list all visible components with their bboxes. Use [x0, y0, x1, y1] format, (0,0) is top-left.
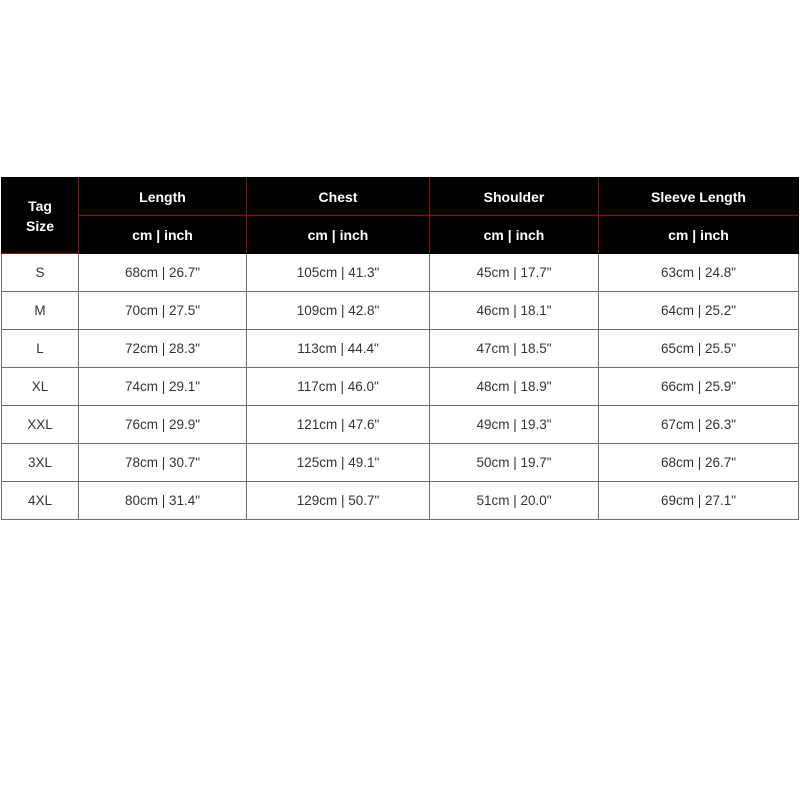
cell-shoulder: 50cm | 19.7" [430, 444, 599, 482]
cell-sleeve: 67cm | 26.3" [599, 406, 799, 444]
cell-size: XXL [2, 406, 79, 444]
cell-size: L [2, 330, 79, 368]
header-shoulder: Shoulder [430, 178, 599, 216]
cell-sleeve: 64cm | 25.2" [599, 292, 799, 330]
size-chart-table [1, 177, 799, 520]
unit-label-chest: cm | inch [247, 216, 430, 254]
cell-length: 76cm | 29.9" [79, 406, 247, 444]
cell-shoulder: 51cm | 20.0" [430, 482, 599, 520]
cell-size: M [2, 292, 79, 330]
header-chest: Chest [247, 178, 430, 216]
table-row [2, 330, 799, 368]
cell-sleeve: 66cm | 25.9" [599, 368, 799, 406]
cell-chest: 129cm | 50.7" [247, 482, 430, 520]
cell-chest: 105cm | 41.3" [247, 254, 430, 292]
cell-chest: 113cm | 44.4" [247, 330, 430, 368]
table-row [2, 406, 799, 444]
header-length: Length [79, 178, 247, 216]
cell-length: 78cm | 30.7" [79, 444, 247, 482]
cell-size: 4XL [2, 482, 79, 520]
cell-sleeve: 69cm | 27.1" [599, 482, 799, 520]
cell-size: S [2, 254, 79, 292]
cell-chest: 117cm | 46.0" [247, 368, 430, 406]
unit-label-shoulder: cm | inch [430, 216, 599, 254]
table-row [2, 368, 799, 406]
cell-chest: 125cm | 49.1" [247, 444, 430, 482]
cell-size: XL [2, 368, 79, 406]
cell-sleeve: 65cm | 25.5" [599, 330, 799, 368]
cell-shoulder: 46cm | 18.1" [430, 292, 599, 330]
header-tag-line1: Tag [28, 197, 52, 214]
header-row-titles [2, 178, 799, 216]
cell-chest: 109cm | 42.8" [247, 292, 430, 330]
header-row-units [2, 216, 799, 254]
cell-shoulder: 45cm | 17.7" [430, 254, 599, 292]
cell-chest: 121cm | 47.6" [247, 406, 430, 444]
cell-length: 68cm | 26.7" [79, 254, 247, 292]
header-sleeve-length: Sleeve Length [599, 178, 799, 216]
cell-shoulder: 48cm | 18.9" [430, 368, 599, 406]
cell-sleeve: 63cm | 24.8" [599, 254, 799, 292]
table-body [2, 254, 799, 520]
table-row [2, 254, 799, 292]
cell-size: 3XL [2, 444, 79, 482]
cell-shoulder: 47cm | 18.5" [430, 330, 599, 368]
cell-shoulder: 49cm | 19.3" [430, 406, 599, 444]
table-header [2, 178, 799, 254]
unit-label-length: cm | inch [79, 216, 247, 254]
cell-length: 70cm | 27.5" [79, 292, 247, 330]
header-tag-size [2, 178, 79, 254]
cell-length: 72cm | 28.3" [79, 330, 247, 368]
cell-length: 80cm | 31.4" [79, 482, 247, 520]
unit-label-sleeve: cm | inch [599, 216, 799, 254]
table-row [2, 292, 799, 330]
table-row [2, 444, 799, 482]
table-row [2, 482, 799, 520]
header-tag-line2: Size [25, 217, 54, 234]
cell-sleeve: 68cm | 26.7" [599, 444, 799, 482]
cell-length: 74cm | 29.1" [79, 368, 247, 406]
